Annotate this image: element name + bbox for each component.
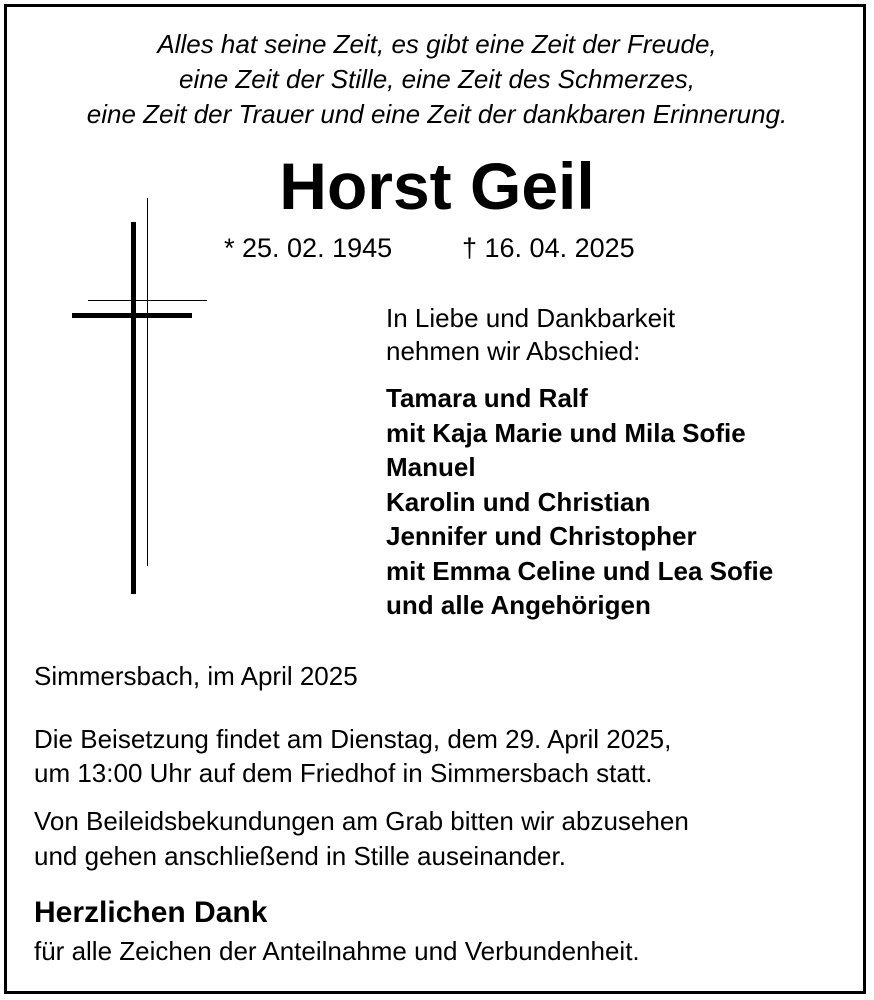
- mourner-line: mit Kaja Marie und Mila Sofie: [386, 417, 746, 448]
- mourners-list: [386, 381, 773, 623]
- poem: [0, 27, 874, 132]
- place-date: Simmersbach, im April 2025: [34, 661, 358, 691]
- burial-line: Die Beisetzung findet am Dienstag, dem 29. April 2025,: [34, 724, 672, 754]
- burial-info: [34, 722, 671, 790]
- intro-line: In Liebe und Dankbarkeit: [386, 303, 676, 333]
- mourner-line: mit Emma Celine und Lea Sofie: [386, 555, 774, 586]
- mourner-line: Karolin und Christian: [386, 486, 651, 517]
- thanks-text: für alle Zeichen der Anteilnahme und Verbundenheit.: [34, 936, 640, 966]
- farewell-intro: [386, 302, 675, 368]
- birth-date: * 25. 02. 1945: [224, 233, 393, 263]
- deceased-name: Horst Geil: [279, 149, 595, 223]
- death-date: † 16. 04. 2025: [462, 233, 635, 263]
- poem-line: eine Zeit der Trauer und eine Zeit der dankbaren Erinnerung.: [86, 99, 788, 129]
- thanks-heading: Herzlichen Dank: [34, 896, 268, 929]
- mourner-line: Manuel: [386, 452, 476, 482]
- mourner-line: und alle Angehörigen: [386, 590, 651, 620]
- intro-line: nehmen wir Abschied:: [386, 336, 641, 366]
- poem-line: eine Zeit der Stille, eine Zeit des Schmerzes,: [179, 64, 695, 94]
- condolence-note: [34, 804, 689, 874]
- mourner-line: Tamara und Ralf: [386, 383, 588, 413]
- poem-line: Alles hat seine Zeit, es gibt eine Zeit der Freude,: [157, 29, 717, 59]
- condolence-line: und gehen anschließend in Stille auseinander.: [34, 841, 566, 871]
- burial-line: um 13:00 Uhr auf dem Friedhof in Simmersbach statt.: [34, 758, 653, 788]
- condolence-line: Von Beileidsbekundungen am Grab bitten wir abzusehen: [34, 806, 689, 836]
- mourner-line: Jennifer und Christopher: [386, 521, 697, 551]
